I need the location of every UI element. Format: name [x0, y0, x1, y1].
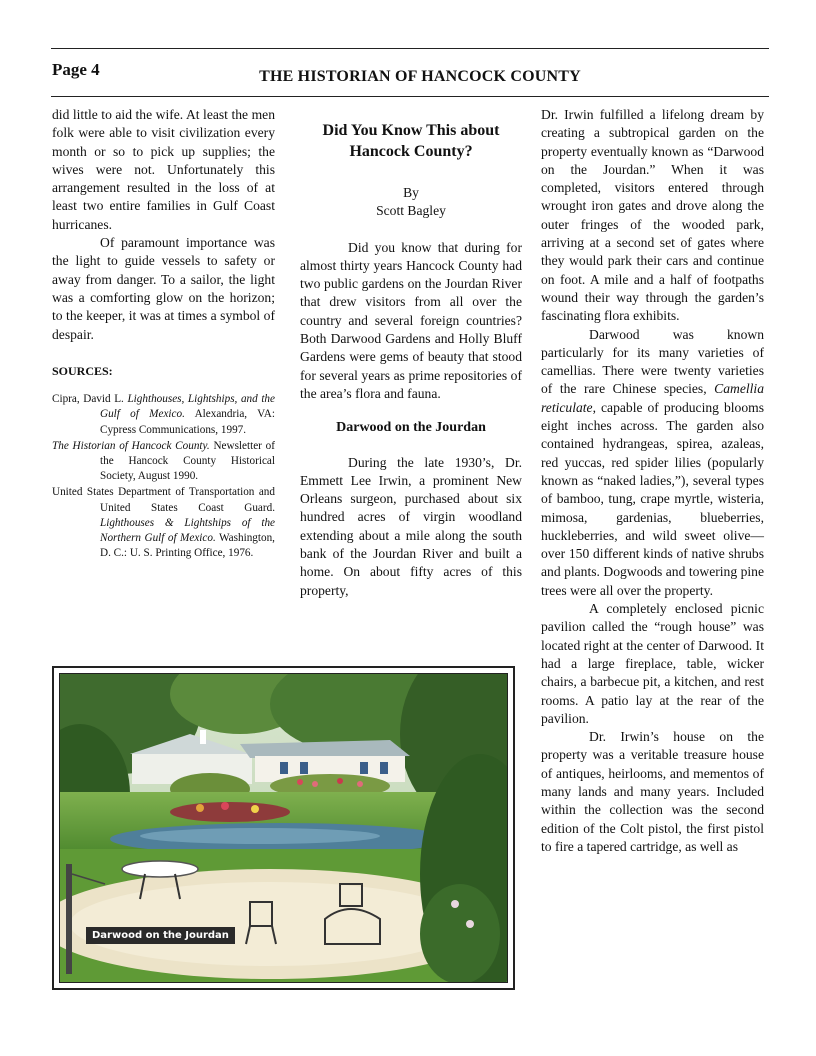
top-rule [51, 48, 769, 49]
paragraph: Darwood was known particularly for its many varieties of camellias. There were twenty varieties of the rare Chinese species, Camellia reticulate, capable of producing blooms eight inches across. The garden also contained hydrangeas, spirea, azaleas, red yuccas, red spider lilies (popularly known as “naked ladies,”), several types of bamboo, tung, crape myrtle, wisteria, mimosa, gardenias, blueberries, huckleberries, and wild sweet olive—over 150 different kinds of native shrubs and plants. Dogwoods and towering pine trees were all over the property. [541, 326, 764, 598]
byline: By [403, 185, 419, 200]
publication-title: THE HISTORIAN OF HANCOCK COUNTY [259, 68, 581, 85]
section-subhead: Darwood on the Jourdan [336, 420, 486, 436]
header-rule [51, 96, 769, 97]
paragraph: Of paramount importance was the light to guide vessels to safety or away from danger. To a sailor, the light was a comforting glow on the horizon; to the keeper, it was at times a symbol of despair. [52, 235, 275, 342]
species-name: Camellia reticulate [541, 381, 764, 415]
column-middle [300, 106, 522, 600]
paragraph: Did you know that during for almost thirty years Hancock County had two public gardens on the Jourdan River that drew visitors from all over the country and several foreign countries? Both Darwood Gardens and Holly Bluff Gardens were gems of beauty that stood for several years as prime repositories of the area’s flora and fauna. [300, 239, 522, 401]
column-right [541, 106, 764, 856]
paragraph: did little to aid the wife. At least the men folk were able to visit civilization every month or so to pick up supplies; the wives were not. Unfortunately this arrangement resulted in the loss of at least two entire families in Gulf Coast hurricanes. [52, 107, 275, 232]
sources-heading: SOURCES: [52, 363, 113, 378]
garden-photo-frame [52, 666, 515, 990]
column-left [52, 106, 275, 562]
author-name: Scott Bagley [376, 203, 446, 219]
source-entry: The Historian of Hancock County. Newsletter of the Hancock County Historical Society, August 1990. [52, 439, 275, 483]
paragraph: Dr. Irwin fulfilled a lifelong dream by creating a subtropical garden on the property eventually known as “Darwood on the Jourdan.” When it was completed, visitors entered through wrought iron gates and drove along the outer fringes of the wooded park, arriving at a second set of gates where they would park their cars and continue on foot. A mile and a half of footpaths wound their way through the garden’s fascinating flora exhibits. [541, 107, 764, 324]
paragraph: A completely enclosed picnic pavilion called the “rough house” was located right at the center of Darwood. It had a large fireplace, table, wicker chairs, a barbecue pit, a kitchen, and rest rooms. A patio lay at the rear of the pavilion. [541, 601, 764, 726]
source-entry: United States Department of Transportation and United States Coast Guard. Lighthouses & Lightships of the Northern Gulf of Mexico. Washington, D. C.: U. S. Printing Office, 1976. [52, 486, 275, 560]
photo-caption: Darwood on the Jourdan [86, 927, 235, 944]
source-entry: Cipra, David L. Lighthouses, Lightships, and the Gulf of Mexico. Alexandria, VA: Cypress Communications, 1997. [52, 393, 275, 436]
paragraph: During the late 1930’s, Dr. Emmett Lee Irwin, a prominent New Orleans surgeon, purchased about six hundred acres of virgin woodland extending about a mile along the south bank of the Jourdan River and built a home. On about fifty acres of this property, [300, 454, 522, 598]
paragraph: Dr. Irwin’s house on the property was a veritable treasure house of antiques, heirlooms, and mementos of many lands and many years. Included within the collection was the second edition of the Colt pistol, the first pistol to fire a tapered cartridge, as well as [541, 729, 764, 854]
garden-photo [59, 673, 508, 983]
page-number: Page 4 [52, 60, 100, 79]
article-title: Did You Know This about Hancock County? [322, 122, 500, 160]
